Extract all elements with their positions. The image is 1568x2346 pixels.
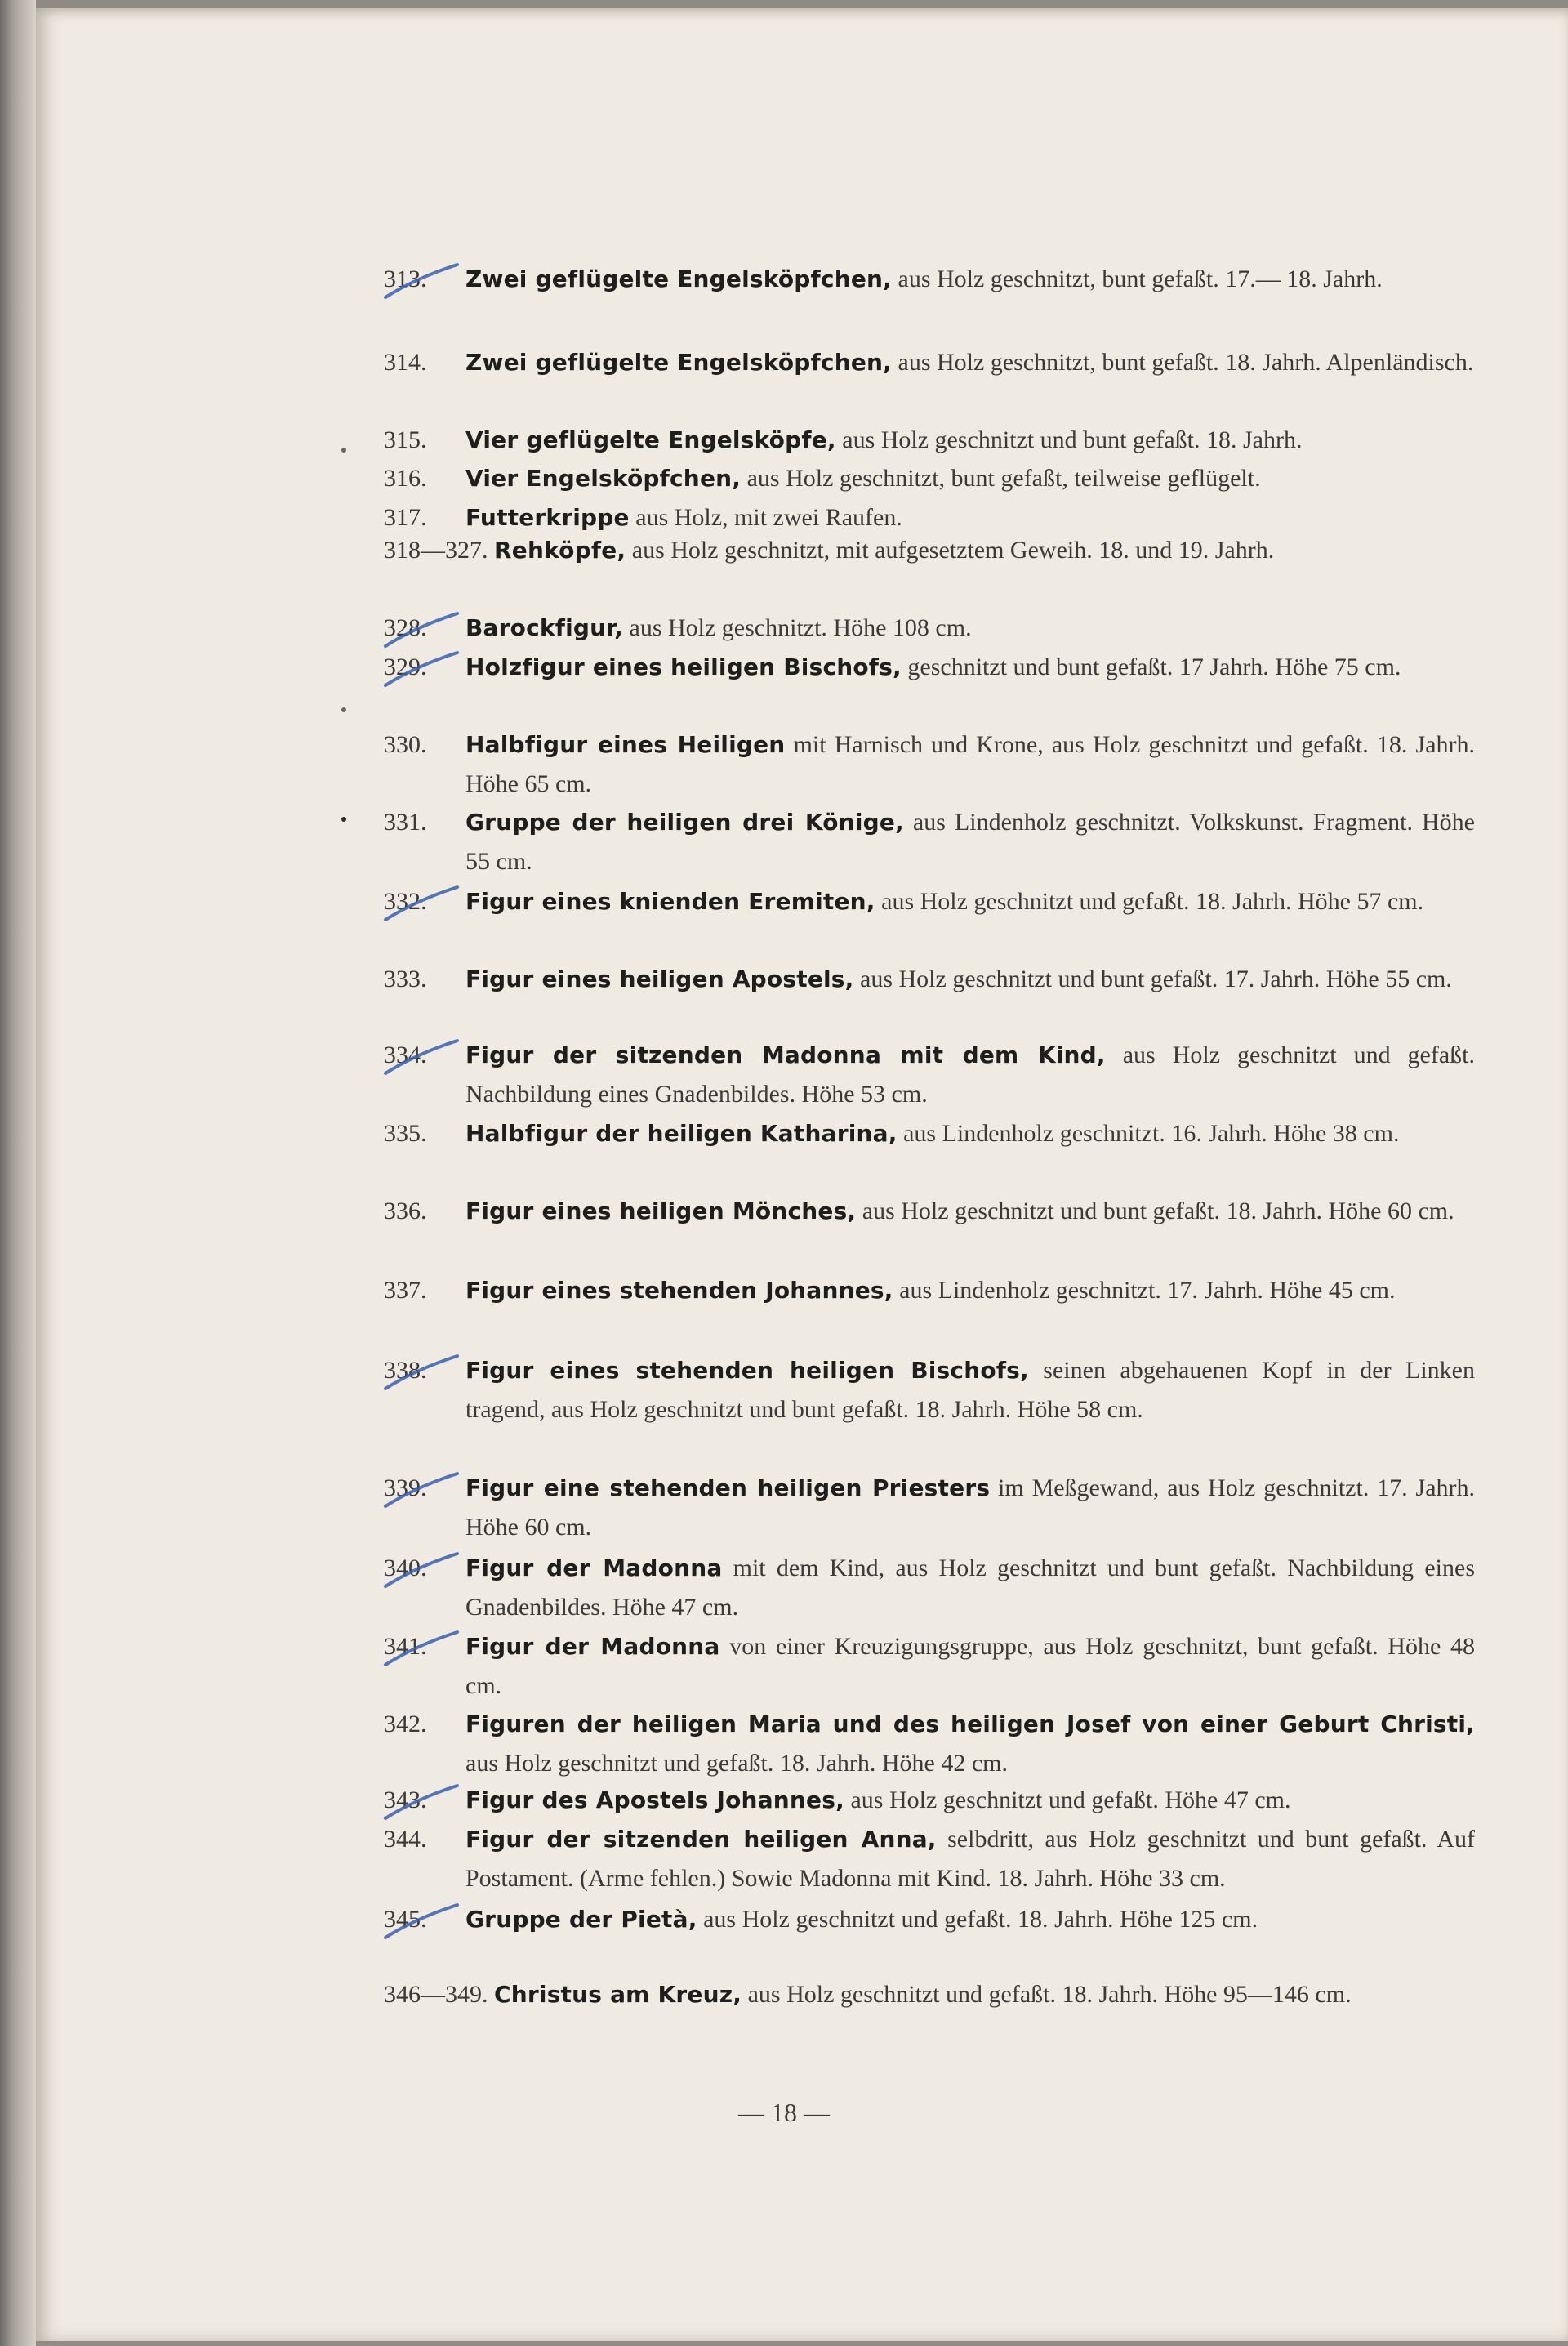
entry-title: Figur der Madonna [466, 1633, 720, 1660]
entry-number: 332. [384, 888, 427, 915]
entry-title: Figur eines stehenden heiligen Bischofs, [466, 1357, 1029, 1384]
entry-number: 330. [384, 731, 427, 758]
entry-number: 339. [384, 1474, 427, 1501]
entry-title: Figur eine stehenden heiligen Priesters [466, 1474, 991, 1501]
entry-description: aus Holz geschnitzt und bunt gefaßt. 18. Jahrh. Höhe 60 cm. [856, 1198, 1454, 1224]
catalog-entry-315 [384, 421, 1475, 460]
catalog-entry-346-349 [384, 1975, 1475, 2014]
entry-title: Figur eines heiligen Apostels, [466, 966, 854, 992]
entry-number: 340. [384, 1554, 427, 1581]
entry-number: 314. [384, 349, 427, 376]
catalog-entry-335 [384, 1114, 1475, 1153]
catalog-entry-334 [384, 1036, 1475, 1113]
entry-number: 329. [384, 653, 427, 680]
entry-description: aus Holz geschnitzt und gefaßt. 18. Jahrh. Höhe 57 cm. [875, 888, 1424, 915]
entry-description: aus Holz geschnitzt und gefaßt. 18. Jahrh. Höhe 95—146 cm. [742, 1981, 1352, 2008]
entry-title: Gruppe der heiligen drei Könige, [466, 809, 904, 836]
entry-title: Figur eines heiligen Mönches, [466, 1198, 857, 1224]
catalog-entry-337 [384, 1271, 1475, 1310]
entry-number: 345. [384, 1906, 427, 1933]
entry-title: Zwei geflügelte Engelsköpfchen, [466, 265, 892, 292]
entry-title: Gruppe der Pietà, [466, 1906, 697, 1933]
catalog-entry-316 [384, 459, 1475, 498]
catalog-entry-329 [384, 648, 1475, 687]
entry-number: 313. [384, 265, 427, 292]
entry-description: aus Holz geschnitzt, bunt gefaßt, teilweise geflügelt. [741, 465, 1261, 492]
entry-title: Vier Engelsköpfchen, [466, 465, 742, 492]
catalog-entry-330 [384, 725, 1475, 803]
entry-description: aus Holz geschnitzt und gefaßt. Nachbildung eines Gnadenbildes. Höhe 53 cm. [466, 1041, 1475, 1108]
entry-description: aus Holz geschnitzt. Höhe 108 cm. [623, 614, 972, 641]
catalog-entry-343 [384, 1781, 1475, 1820]
entry-title: Figur der sitzenden Madonna mit dem Kind, [466, 1041, 1106, 1068]
catalog-entry-339 [384, 1469, 1475, 1546]
catalog-entry-332 [384, 882, 1475, 921]
entry-title: Figur eines knienden Eremiten, [466, 888, 875, 915]
entry-number: 342. [384, 1710, 427, 1737]
entry-title: Vier geflügelte Engelsköpfe, [466, 426, 836, 453]
entry-title: Halbfigur eines Heiligen [466, 731, 786, 758]
entry-number: 331. [384, 809, 427, 836]
entry-description: aus Holz geschnitzt und bunt gefaßt. 18. Jahrh. [835, 426, 1303, 453]
entry-number: 334. [384, 1041, 427, 1068]
entry-description: aus Holz geschnitzt und gefaßt. 18. Jahrh. Höhe 125 cm. [697, 1906, 1258, 1933]
entry-title: Barockfigur, [466, 614, 623, 641]
catalog-entry-328 [384, 609, 1475, 648]
catalog-entry-341 [384, 1627, 1475, 1705]
paper-speck [341, 448, 346, 453]
entry-title: Figur der sitzenden heiligen Anna, [466, 1826, 937, 1853]
entry-number: 328. [384, 614, 427, 641]
entry-number: 333. [384, 966, 427, 992]
entry-number: 318—327. [384, 537, 488, 564]
entry-description: geschnitzt und bunt gefaßt. 17 Jahrh. Höhe 75 cm. [901, 653, 1401, 680]
entry-description: selbdritt, aus Holz geschnitzt und bunt gefaßt. Auf Postament. (Arme fehlen.) Sowie Madonna mit Kind. 18. Jahrh. Höhe 33 cm. [466, 1826, 1475, 1892]
entry-title: Zwei geflügelte Engelsköpfchen, [466, 349, 892, 376]
entry-number: 315. [384, 426, 427, 453]
entry-title: Figur der Madonna [466, 1554, 723, 1581]
entry-description: aus Holz geschnitzt, mit aufgesetztem Geweih. 18. und 19. Jahrh. [626, 537, 1275, 564]
entry-title: Rehköpfe, [494, 537, 626, 564]
entry-description: aus Holz, mit zwei Raufen. [629, 504, 902, 531]
entry-description: aus Holz geschnitzt und gefaßt. 18. Jahrh. Höhe 42 cm. [466, 1749, 1008, 1777]
entry-description: aus Lindenholz geschnitzt. Volkskunst. Fragment. Höhe 55 cm. [466, 809, 1475, 875]
entry-description: mit dem Kind, aus Holz geschnitzt und bunt gefaßt. Nachbildung eines Gnadenbildes. Höhe 47 cm. [466, 1554, 1476, 1621]
entry-number: 344. [384, 1826, 427, 1853]
entry-number: 316. [384, 465, 427, 492]
entry-number: 335. [384, 1120, 427, 1147]
entry-number: 341. [384, 1633, 427, 1660]
entry-title: Holzfigur eines heiligen Bischofs, [466, 653, 902, 680]
entry-title: Futterkrippe [466, 504, 630, 531]
catalog-entry-331 [384, 803, 1475, 881]
paper-speck [341, 707, 346, 712]
catalog-entry-336 [384, 1192, 1475, 1231]
entry-number: 317. [384, 504, 427, 531]
catalog-entry-345 [384, 1900, 1475, 1939]
entry-number: 337. [384, 1277, 427, 1304]
entry-title: Figur des Apostels Johannes, [466, 1786, 844, 1813]
margin-dot [341, 817, 346, 822]
entry-description: aus Holz geschnitzt, bunt gefaßt. 18. Jahrh. Alpenländisch. [892, 349, 1474, 376]
catalog-entry-314 [384, 343, 1475, 382]
catalog-entry-342 [384, 1705, 1475, 1782]
entry-description: mit Harnisch und Krone, aus Holz geschnitzt und gefaßt. 18. Jahrh. Höhe 65 cm. [466, 731, 1475, 797]
entry-description: aus Holz geschnitzt, bunt gefaßt. 17.— 18. Jahrh. [892, 265, 1383, 292]
entry-title: Figuren der heiligen Maria und des heiligen Josef von einer Geburt Christi, [466, 1710, 1475, 1737]
entry-number: 343. [384, 1786, 427, 1813]
entry-description: aus Holz geschnitzt und gefaßt. Höhe 47 cm. [844, 1786, 1291, 1813]
entry-description: aus Lindenholz geschnitzt. 17. Jahrh. Höhe 45 cm. [893, 1277, 1396, 1304]
entry-title: Christus am Kreuz, [494, 1981, 742, 2008]
entry-description: im Meßgewand, aus Holz geschnitzt. 17. Jahrh. Höhe 60 cm. [466, 1474, 1476, 1541]
catalog-entry-338 [384, 1351, 1475, 1429]
entry-description: aus Holz geschnitzt und bunt gefaßt. 17. Jahrh. Höhe 55 cm. [853, 966, 1452, 992]
entry-description: aus Lindenholz geschnitzt. 16. Jahrh. Höhe 38 cm. [897, 1120, 1400, 1147]
entry-number: 338. [384, 1357, 427, 1384]
entry-number: 336. [384, 1198, 427, 1224]
catalog-entry-340 [384, 1549, 1475, 1626]
catalog-entry-333 [384, 960, 1475, 999]
catalog-entry-313 [384, 260, 1475, 299]
catalog-entry-318-327 [384, 531, 1475, 570]
entry-number: 346—349. [384, 1981, 488, 2008]
entry-title: Halbfigur der heiligen Katharina, [466, 1120, 898, 1147]
entry-description: seinen abgehauenen Kopf in der Linken tragend, aus Holz geschnitzt und bunt gefaßt. 18. Jahrh. Höhe 58 cm. [466, 1357, 1475, 1423]
page-number: — 18 — [738, 2098, 830, 2127]
entry-title: Figur eines stehenden Johannes, [466, 1277, 893, 1304]
catalog-entry-344 [384, 1820, 1475, 1898]
entry-description: von einer Kreuzigungsgruppe, aus Holz geschnitzt, bunt gefaßt. Höhe 48 cm. [466, 1633, 1476, 1699]
